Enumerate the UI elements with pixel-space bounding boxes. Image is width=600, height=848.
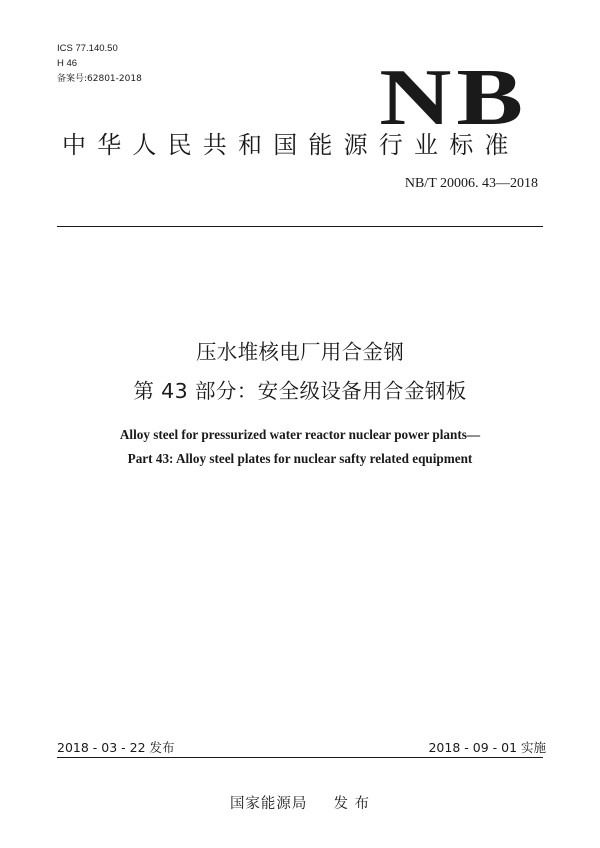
- ccs-code: H 46: [57, 58, 78, 69]
- publisher-name: 国家能源局: [229, 796, 308, 812]
- nb-logo: NB: [379, 54, 528, 142]
- chinese-title-line-2: 第 43 部分：安全级设备用合金钢板: [133, 379, 467, 403]
- record-number: 备案号:62801-2018: [57, 74, 142, 84]
- header-divider: [57, 226, 543, 227]
- issue-date: 2018 - 03 - 22 发布: [57, 740, 175, 755]
- publish-label: 发 布: [333, 796, 371, 812]
- english-title-line-2: Part 43: Alloy steel plates for nuclear safty related equipment: [127, 451, 473, 466]
- publisher-line: [0, 795, 600, 813]
- english-title-line-1: Alloy steel for pressurized water reactor nuclear power plants—: [119, 427, 481, 442]
- implementation-date: 2018 - 09 - 01 实施: [428, 740, 546, 755]
- standard-category-title: 中华人民共和国能源行业标准: [62, 131, 520, 159]
- footer-divider: [57, 757, 543, 758]
- chinese-title-line-1: 压水堆核电厂用合金钢: [196, 340, 404, 364]
- ics-code: ICS 77.140.50: [57, 43, 118, 54]
- standard-number: NB/T 20006. 43—2018: [404, 176, 538, 191]
